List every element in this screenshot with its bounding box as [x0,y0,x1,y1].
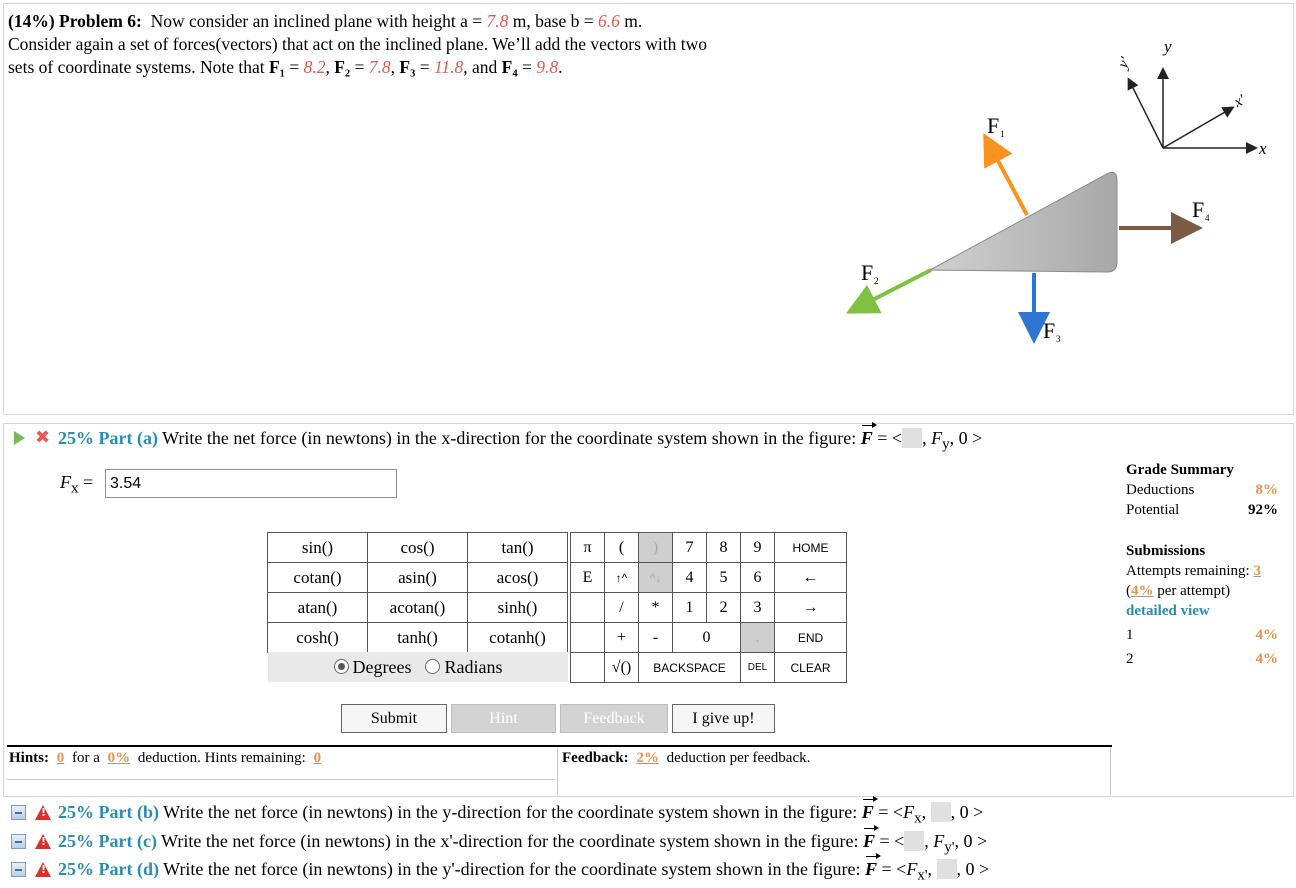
left-paren-key[interactable]: ( [605,533,639,563]
equals: = [881,859,892,879]
equals: = [354,57,365,77]
problem-line-1 [8,10,848,33]
vector-tail: , 0 > [956,859,990,879]
separator: , [325,57,330,77]
feedback-info [562,750,810,767]
blank-key [571,593,605,623]
f3-value: 11.8 [433,57,464,77]
acos-key[interactable]: acos() [468,563,568,593]
f3-label-sub: 3 [1056,334,1061,344]
tan-key[interactable]: tan() [468,533,568,563]
vector-f: F [864,859,877,879]
vector-tail: , 0 > [954,831,988,851]
attempts-row [1126,561,1278,581]
submissions-title: Submissions [1126,543,1206,559]
y-prime-axis [1129,80,1163,148]
fx-label [60,472,93,498]
problem-line-3 [8,56,848,79]
collapse-icon[interactable] [11,862,26,877]
home-key[interactable]: HOME [775,533,847,563]
detailed-view-link[interactable]: detailed view [1126,603,1210,619]
f3-symbol: F₃ [399,57,416,77]
vector-tail: , 0 > [950,802,984,822]
divide-key[interactable]: / [605,593,639,623]
sin-key[interactable]: sin() [268,533,368,563]
key-2[interactable]: 2 [707,593,741,623]
placeholder-box [902,428,922,448]
f2-value: 7.8 [368,57,391,77]
part-a-text: Write the net force (in newtons) in the x-direction for the coordinate system shown in the figure: [162,428,857,448]
problem-line-2: Consider again a set of forces(vectors) that act on the inclined plane. We’ll add the vectors with two [8,34,708,54]
pi-key[interactable]: π [571,533,605,563]
comma: , [924,831,929,851]
f3-label: F [1043,318,1056,343]
radians-radio-icon[interactable] [425,659,440,674]
sqrt-key[interactable]: √() [605,653,639,683]
atan-key[interactable]: atan() [268,593,368,623]
f2-label: F [861,260,874,285]
clear-key[interactable]: CLEAR [775,653,847,683]
divider [7,779,555,780]
placeholder-box [937,859,957,879]
part-a-label[interactable]: 25% Part (a) [58,428,158,448]
key-9[interactable]: 9 [741,533,775,563]
acotan-key[interactable]: acotan() [368,593,468,623]
delete-key[interactable]: DEL [741,653,775,683]
plus-key[interactable]: + [605,623,639,653]
minus-key[interactable]: - [639,623,673,653]
fx-symbol: F [60,472,71,492]
part-c-header [58,829,987,860]
separator: , and [463,57,498,77]
divider [7,745,1112,747]
fx-sub: x [71,480,79,497]
force-f1-arrow [987,140,1027,215]
vector-f: F [861,802,874,822]
incorrect-x-icon: ✖ [35,427,51,448]
problem-text: m. [624,11,643,31]
e-key[interactable]: E [571,563,605,593]
submission-pct: 4% [1255,651,1278,667]
angle-open: < [894,831,905,851]
tanh-key[interactable]: tanh() [368,623,468,653]
hints-info [9,750,325,767]
problem-text: sets of coordinate systems. Note that [8,57,265,77]
submission-row [1126,625,1278,645]
key-6[interactable]: 6 [741,563,775,593]
divider [557,747,558,795]
equals: = [878,802,889,822]
fx-sub: x' [917,867,928,884]
fx-answer-input[interactable] [105,469,397,498]
comma: , [921,802,927,822]
vector-f: F [862,831,875,851]
angle-open: < [891,428,903,448]
key-8[interactable]: 8 [707,533,741,563]
warning-icon [35,834,51,849]
submission-number: 1 [1126,627,1134,643]
inclined-plane [930,172,1117,272]
key-4[interactable]: 4 [673,563,707,593]
f2-label-sub: 2 [874,276,879,286]
fx-symbol: F [906,859,918,879]
warning-icon [35,862,51,877]
function-keypad [267,532,568,653]
part-d-header [58,857,989,888]
angle-mode [268,652,568,682]
cos-key[interactable]: cos() [368,533,468,563]
subscript-key[interactable]: ^↓ [639,563,673,593]
f1-label: F [987,113,1000,138]
degrees-option[interactable] [334,657,412,678]
coordinate-axes [1114,37,1267,158]
f1-label-sub: 1 [1000,129,1005,139]
y-prime-label: y' [1115,55,1134,71]
y-axis-label: y [1164,37,1172,56]
cosh-key[interactable]: cosh() [268,623,368,653]
hints-text: for a [72,750,100,766]
f1-symbol: F₁ [269,57,285,77]
fy-symbol: F [933,831,945,851]
part-b-text: Write the net force (in newtons) in the y-direction for the coordinate system shown in the figure: [163,802,858,822]
x-prime-label: x' [1231,92,1248,111]
deductions-label: Deductions [1126,482,1195,498]
potential-label: Potential [1126,502,1180,518]
right-arrow-key[interactable]: → [775,593,847,623]
numeric-keypad [570,532,847,683]
per-attempt-text: per attempt) [1157,583,1231,599]
grade-summary [1126,460,1278,669]
per-attempt-pct: 4% [1131,583,1154,599]
attempts-label: Attempts remaining: [1126,563,1250,579]
fy-sub: y' [944,839,955,856]
key-0[interactable]: 0 [673,623,741,653]
f4-symbol: F₄ [501,57,518,77]
part-b-header [58,800,983,831]
equals: = [289,57,300,77]
equals: = [83,472,94,492]
grade-summary-title: Grade Summary [1126,462,1234,478]
part-d-text: Write the net force (in newtons) in the y'-direction for the coordinate system shown in the figure: [163,859,861,879]
key-1[interactable]: 1 [673,593,707,623]
cotanh-key[interactable]: cotanh() [468,623,568,653]
equals: = [521,57,532,77]
end-key[interactable]: END [775,623,847,653]
submission-pct: 4% [1255,627,1278,643]
part-b-label[interactable]: 25% Part (b) [58,802,159,822]
x-axis-label: x [1259,139,1267,158]
decimal-key[interactable]: . [741,623,775,653]
submit-button[interactable]: Submit [341,704,447,733]
blank-key [571,623,605,653]
degrees-label: Degrees [352,656,412,677]
problem-text: Now consider an inclined plane with height a = [150,11,483,31]
give-up-button[interactable]: I give up! [672,704,775,733]
problem-label: (14%) Problem 6: [8,11,142,31]
warning-icon [35,805,51,820]
equals: = [879,831,890,851]
f4-value: 9.8 [536,57,559,77]
hints-label: Hints: [9,750,50,766]
backspace-key[interactable]: BACKSPACE [639,653,741,683]
fx-sub: x [914,810,922,827]
degrees-radio-icon[interactable] [334,659,349,674]
hints-count: 0 [56,750,65,766]
feedback-label: Feedback: [562,750,629,766]
blank-key [571,653,605,683]
paren: ( [1126,583,1131,599]
angle-open: < [896,859,907,879]
height-value: 7.8 [486,11,509,31]
potential-row [1126,500,1278,520]
right-paren-key[interactable]: ) [639,533,673,563]
hint-button[interactable]: Hint [451,704,556,733]
hints-text: deduction. Hints remaining: [137,750,306,766]
part-c-label[interactable]: 25% Part (c) [58,831,157,851]
vector-f: F [860,428,873,448]
equals: = [877,428,888,448]
multiply-key[interactable]: * [639,593,673,623]
radians-label: Radians [444,656,503,677]
equals: = [419,57,430,77]
feedback-button[interactable]: Feedback [560,704,668,733]
feedback-text: deduction per feedback. [666,750,811,766]
radians-option[interactable] [425,657,502,678]
fy-sub: y [942,436,950,453]
fy-symbol: F [931,428,943,448]
f4-label: F [1192,197,1205,222]
hints-remaining: 0 [313,750,322,766]
placeholder-box [904,831,924,851]
comma: , [922,428,927,448]
key-5[interactable]: 5 [707,563,741,593]
f1-value: 8.2 [303,57,326,77]
hint-deduction: 0% [107,750,131,766]
fx-symbol: F [903,802,915,822]
sinh-key[interactable]: sinh() [468,593,568,623]
key-3[interactable]: 3 [741,593,775,623]
potential-value: 92% [1248,502,1278,518]
left-arrow-key[interactable]: ← [775,563,847,593]
asin-key[interactable]: asin() [368,563,468,593]
part-d-label[interactable]: 25% Part (d) [58,859,159,879]
f4-label-sub: 4 [1205,213,1210,223]
period: . [558,57,563,77]
submission-number: 2 [1126,651,1134,667]
deductions-value: 8% [1255,482,1278,498]
problem-statement [8,10,848,79]
feedback-deduction: 2% [636,750,659,766]
expand-play-icon[interactable] [14,431,25,445]
part-c-text: Write the net force (in newtons) in the x'-direction for the coordinate system shown in the figure: [161,831,859,851]
divider [1110,747,1111,795]
comma: , [927,859,933,879]
part-a-header [58,426,982,457]
base-value: 6.6 [598,11,620,31]
x-prime-axis [1163,108,1232,148]
angle-open: < [892,802,904,822]
f2-symbol: F₂ [334,57,351,77]
attempts-value: 3 [1253,563,1261,579]
separator: , [390,57,395,77]
inclined-plane-figure [835,30,1275,360]
deductions-row [1126,480,1278,500]
cotan-key[interactable]: cotan() [268,563,368,593]
per-attempt-row [1126,581,1278,601]
placeholder-box [931,802,951,822]
problem-text: m, base b = [512,11,594,31]
superscript-key[interactable]: ↑^ [605,563,639,593]
collapse-icon[interactable] [11,834,26,849]
collapse-icon[interactable] [11,805,26,820]
vector-tail: , 0 > [949,428,983,448]
submission-row [1126,649,1278,669]
key-7[interactable]: 7 [673,533,707,563]
